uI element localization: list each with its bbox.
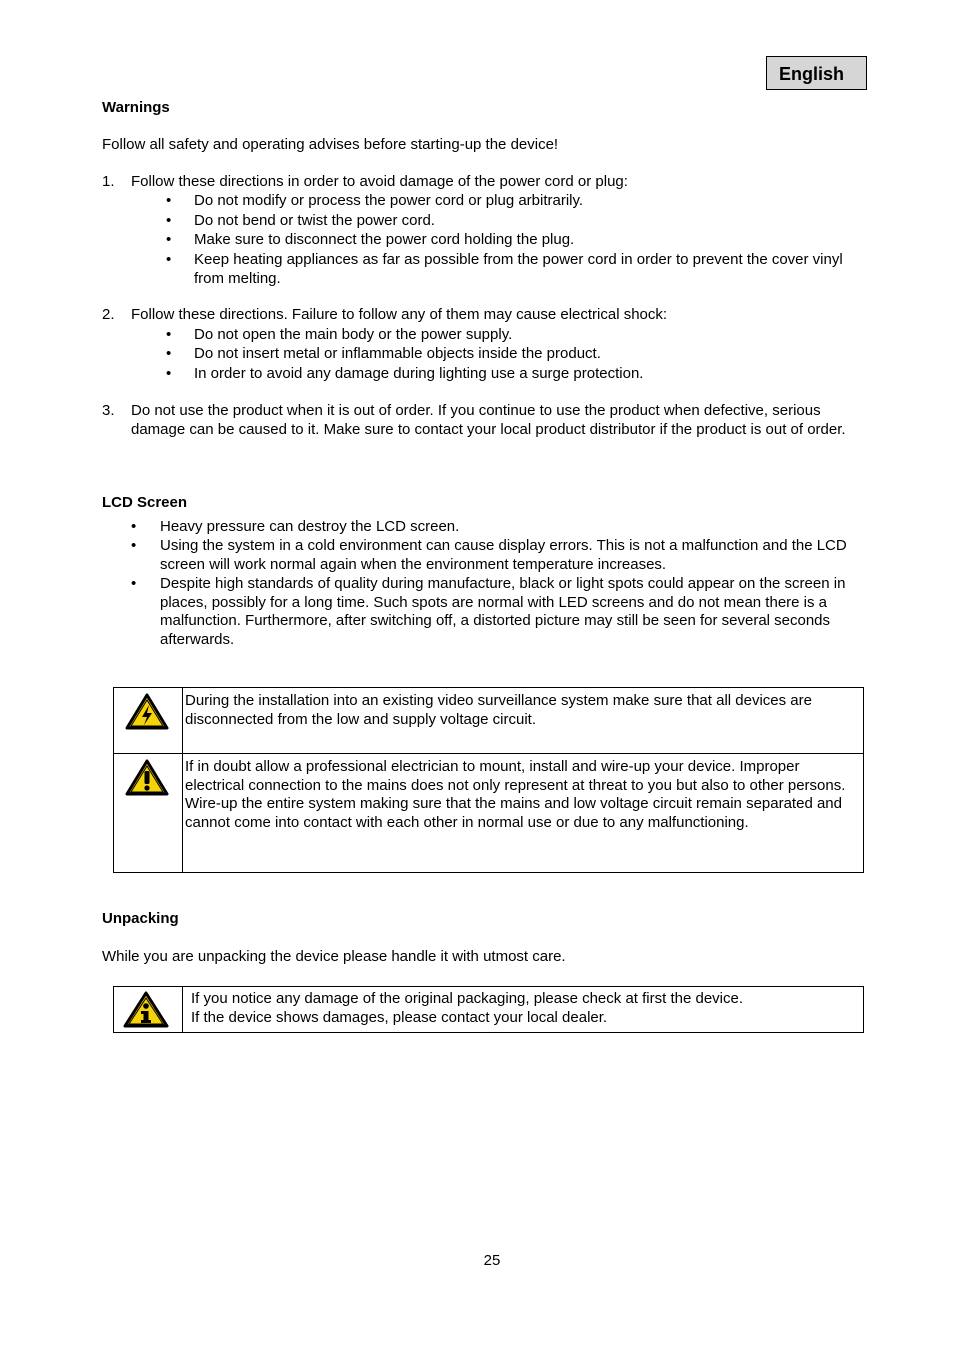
notice-row <box>114 987 863 1032</box>
notice-row <box>114 688 863 753</box>
list-item: Do not bend or twist the power cord. <box>194 212 435 229</box>
bullet-dot: • <box>166 365 172 382</box>
list-item: Do not modify or process the power cord or plug arbitrarily. <box>194 192 584 209</box>
list-item: Using the system in a cold environment can cause display errors. This is not a malfunction and the LCD screen will work normal again when the environment temperature increases. <box>160 537 847 573</box>
warning-item-1-text: Follow these directions in order to avoid damage of the power cord or plug: <box>131 173 628 190</box>
bullet-dot: • <box>166 231 172 248</box>
language-label: English <box>778 63 844 84</box>
notice-text: If the device shows damages, please contact your local dealer. <box>191 1008 608 1026</box>
bullet-dot: • <box>166 212 172 229</box>
lcd-heading: LCD Screen <box>102 494 188 511</box>
warning-item-3-text: Do not use the product when it is out of order. If you continue to use the product when defective, serious damage can be caused to it. Make sure to contact your local product distributor if the product is out of order. <box>131 402 846 438</box>
warnings-heading: Warnings <box>102 99 170 116</box>
notice-text: Wire-up the entire system making sure that the mains and low voltage circuit remain separated and cannot come into contact with each other in normal use or due to any malfunctioning. <box>185 795 842 831</box>
language-badge <box>766 56 867 90</box>
list-item: In order to avoid any damage during lighting use a surge protection. <box>194 365 644 382</box>
list-item: Do not open the main body or the power supply. <box>194 326 513 343</box>
warning-exclamation-icon <box>125 759 169 797</box>
bullet-dot: • <box>166 345 172 362</box>
notice-icon-cell <box>114 754 183 873</box>
bullet-dot: • <box>131 575 137 592</box>
list-item: Do not insert metal or inflammable objects inside the product. <box>194 345 601 362</box>
electric-hazard-icon <box>125 693 169 731</box>
warning-item-2-num: 2. <box>102 306 115 323</box>
list-item: Despite high standards of quality during manufacture, black or light spots could appear on the screen in places, possibly for a long time. Such spots are normal with LED screens and do not mean there is a malfunction. Furthermore, after switching off, a distorted picture may still be seen for several seconds afterwards. <box>160 575 846 648</box>
unpacking-intro: While you are unpacking the device please handle it with utmost care. <box>102 948 566 965</box>
warning-item-3-num: 3. <box>102 402 115 419</box>
info-notice-table <box>113 986 864 1033</box>
bullet-dot: • <box>166 326 172 343</box>
notice-text-block <box>183 754 863 873</box>
notice-text-block <box>183 987 747 1032</box>
notice-icon-cell <box>114 987 183 1032</box>
list-item: Keep heating appliances as far as possible from the power cord in order to prevent the cover vinyl from melting. <box>194 251 843 287</box>
info-icon <box>123 991 169 1029</box>
page-number: 25 <box>483 1252 501 1269</box>
warning-item-1-num: 1. <box>102 173 115 190</box>
notice-text: During the installation into an existing video surveillance system make sure that all devices are disconnected from the low and supply voltage circuit. <box>185 692 812 728</box>
notice-text: If you notice any damage of the original packaging, please check at first the device. <box>191 990 743 1007</box>
bullet-dot: • <box>131 518 137 535</box>
list-item: Heavy pressure can destroy the LCD screen. <box>160 518 460 535</box>
notice-row <box>114 753 863 873</box>
bullet-dot: • <box>131 537 137 554</box>
list-item: Make sure to disconnect the power cord holding the plug. <box>194 231 575 248</box>
unpacking-heading: Unpacking <box>102 910 179 927</box>
notice-icon-cell <box>114 688 183 753</box>
warnings-intro: Follow all safety and operating advises before starting-up the device! <box>102 136 559 153</box>
notice-text: If in doubt allow a professional electrician to mount, install and wire-up your device. Improper electrical connection to the mains does not only represent at threat to you but also to other persons. <box>185 758 846 794</box>
warning-item-2-text: Follow these directions. Failure to follow any of them may cause electrical shock: <box>131 306 668 323</box>
bullet-dot: • <box>166 251 172 268</box>
safety-notice-table <box>113 687 864 873</box>
bullet-dot: • <box>166 192 172 209</box>
